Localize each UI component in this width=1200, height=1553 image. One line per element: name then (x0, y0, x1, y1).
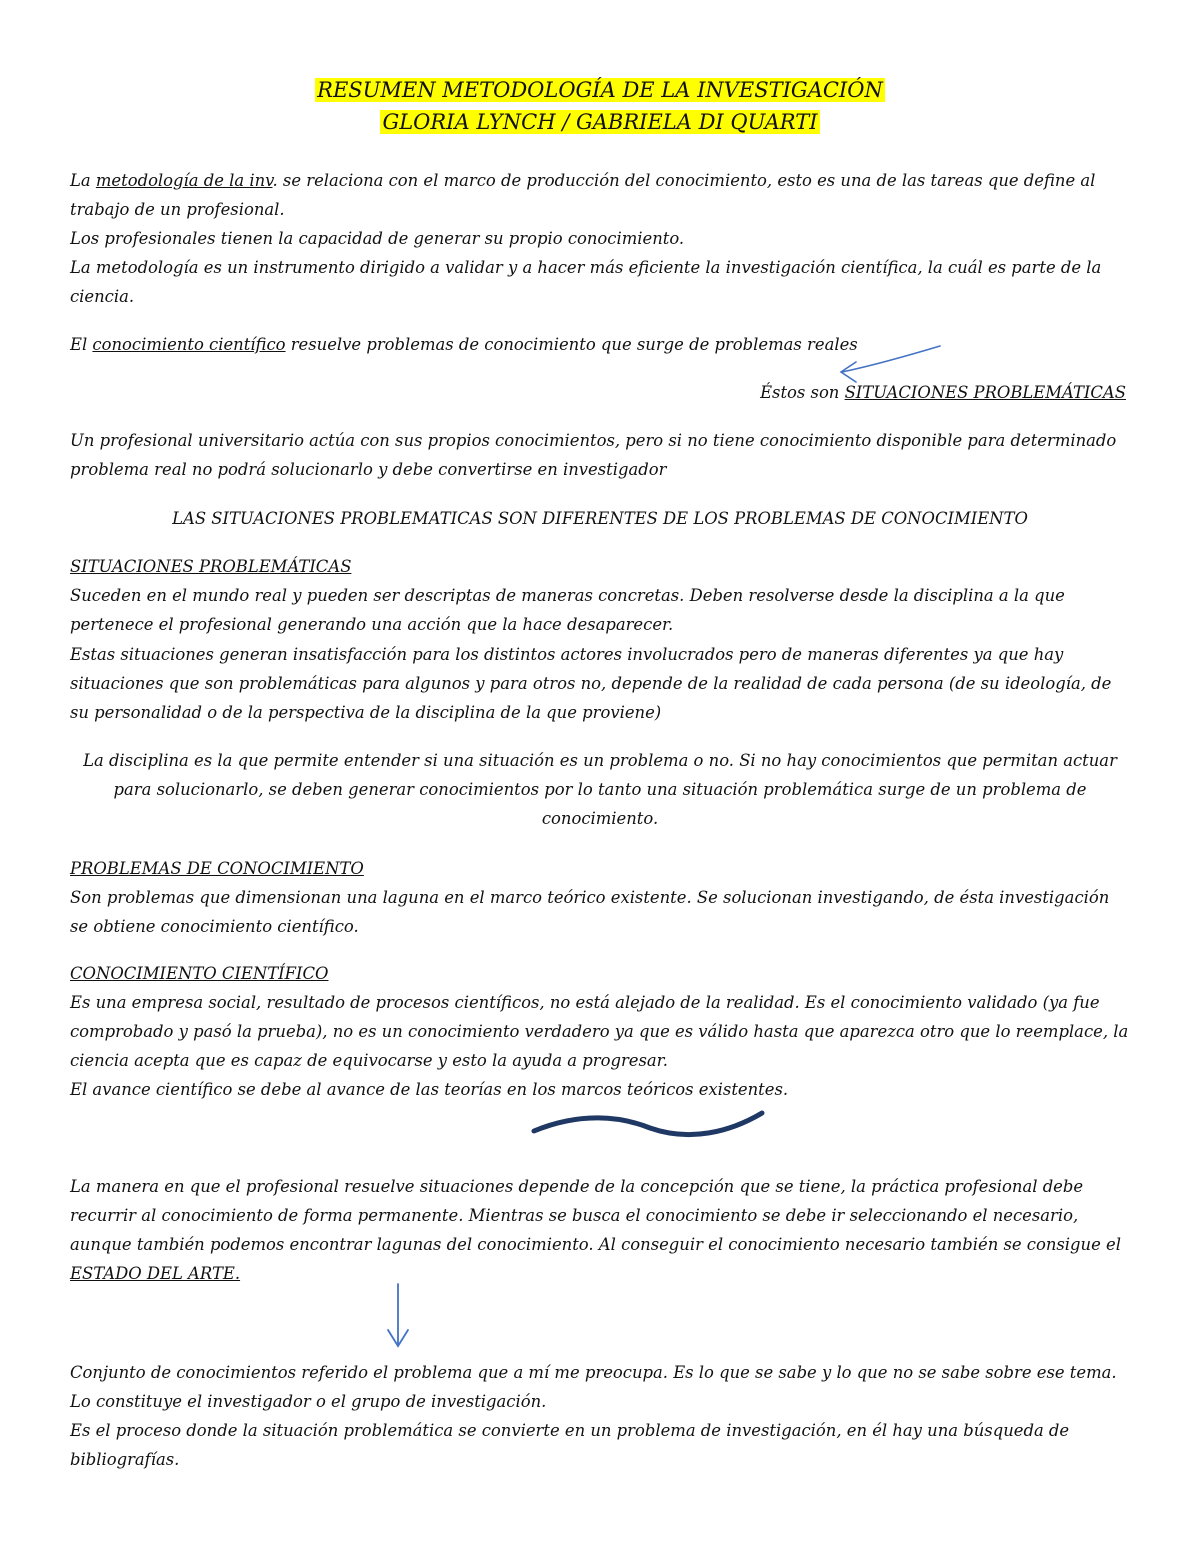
wave-divider-icon (534, 1113, 762, 1135)
conjunto-paragraph-1: Conjunto de conocimientos referido el problema que a mí me preocupa. Es lo que se sabe y lo que no se sabe sobre ese tema. Lo constituye el investigador o el grupo de investigación. (70, 1363, 1117, 1411)
intro-paragraph-2: Los profesionales tienen la capacidad de generar su propio conocimiento. (70, 229, 685, 248)
arrow-to-situaciones-icon (841, 346, 940, 382)
title-line-1: RESUMEN METODOLOGÍA DE LA INVESTIGACIÓN (317, 78, 883, 102)
intro-paragraph-1: La metodología de la inv. se relaciona con el marco de producción del conocimiento, esto es una de las tareas que define al trabajo de un profesional. (70, 171, 1096, 219)
title-line-2: GLORIA LYNCH / GABRIELA DI QUARTI (382, 110, 818, 134)
heading-problemas-conocimiento: PROBLEMAS DE CONOCIMIENTO (70, 859, 364, 878)
conocimiento-paragraph-1: Es una empresa social, resultado de procesos científicos, no está alejado de la realidad. Es el conocimiento validado (ya fue comprobado y pasó la prueba), no es un conocimiento verdadero ya que es válido hasta que aparezca otro que lo reemplace, la ciencia acepta que es capaz de equivocarse y esto la ayuda a progresar. (70, 993, 1129, 1070)
profesional-paragraph: Un profesional universitario actúa con sus propios conocimientos, pero si no tiene conocimiento disponible para determinado problema real no podrá solucionarlo y debe convertirse en investigador (70, 431, 1117, 479)
situaciones-paragraph-1: Suceden en el mundo real y pueden ser descriptas de maneras concretas. Deben resolverse desde la disciplina a la que pertenece el profesional generando una acción que la hace desaparecer. (70, 586, 1065, 634)
underlined-term-estado-del-arte: ESTADO DEL ARTE. (70, 1264, 241, 1283)
arrow-down-icon (388, 1284, 408, 1346)
conocimiento-paragraph-2: El avance científico se debe al avance de las teorías en los marcos teóricos existentes. (70, 1080, 789, 1099)
cientifico-paragraph: El conocimiento científico resuelve problemas de conocimiento que surge de problemas reales (70, 335, 858, 354)
underlined-term-conocimiento-cientifico: conocimiento científico (92, 335, 286, 354)
conjunto-paragraph-2: Es el proceso donde la situación problemática se convierte en un problema de investigación, en él hay una búsqueda de bibliografías. (70, 1421, 1070, 1469)
heading-diferentes: LAS SITUACIONES PROBLEMATICAS SON DIFERENTES DE LOS PROBLEMAS DE CONOCIMIENTO (172, 509, 1028, 528)
heading-situaciones-problematicas: SITUACIONES PROBLEMÁTICAS (70, 557, 352, 576)
disciplina-paragraph: La disciplina es la que permite entender si una situación es un problema o no. Si no hay conocimientos que permitan actuar para solucionarlo, se deben generar conocimientos por lo tanto una situación problemática surge de un problema de conocimiento. (83, 751, 1117, 828)
underlined-term-situaciones: SITUACIONES PROBLEMÁTICAS (844, 383, 1126, 402)
manera-paragraph: La manera en que el profesional resuelve situaciones depende de la concepción que se tiene, la práctica profesional debe recurrir al conocimiento de forma permanente. Mientras se busca el conocimiento se debe ir seleccionando el necesario, aunque también podemos encontrar lagunas del conocimiento. Al conseguir el conocimiento necesario también se consigue el ESTADO DEL ARTE. (70, 1177, 1121, 1283)
situaciones-paragraph-2: Estas situaciones generan insatisfacción para los distintos actores involucrados pero de maneras diferentes ya que hay situaciones que son problemáticas para algunos y para otros no, depende de la realidad de cada persona (de su ideología, de su personalidad o de la perspectiva de la disciplina de la que proviene) (70, 645, 1112, 722)
problemas-paragraph: Son problemas que dimensionan una laguna en el marco teórico existente. Se solucionan investigando, de ésta investigación se obtiene conocimiento científico. (70, 888, 1110, 936)
underlined-term-metodologia: metodología de la inv (95, 171, 273, 190)
heading-conocimiento-cientifico: CONOCIMIENTO CIENTÍFICO (70, 964, 329, 983)
estos-son-line: Éstos son SITUACIONES PROBLEMÁTICAS (760, 383, 1126, 402)
intro-paragraph-3: La metodología es un instrumento dirigido a validar y a hacer más eficiente la investigación científica, la cuál es parte de la ciencia. (70, 258, 1102, 306)
